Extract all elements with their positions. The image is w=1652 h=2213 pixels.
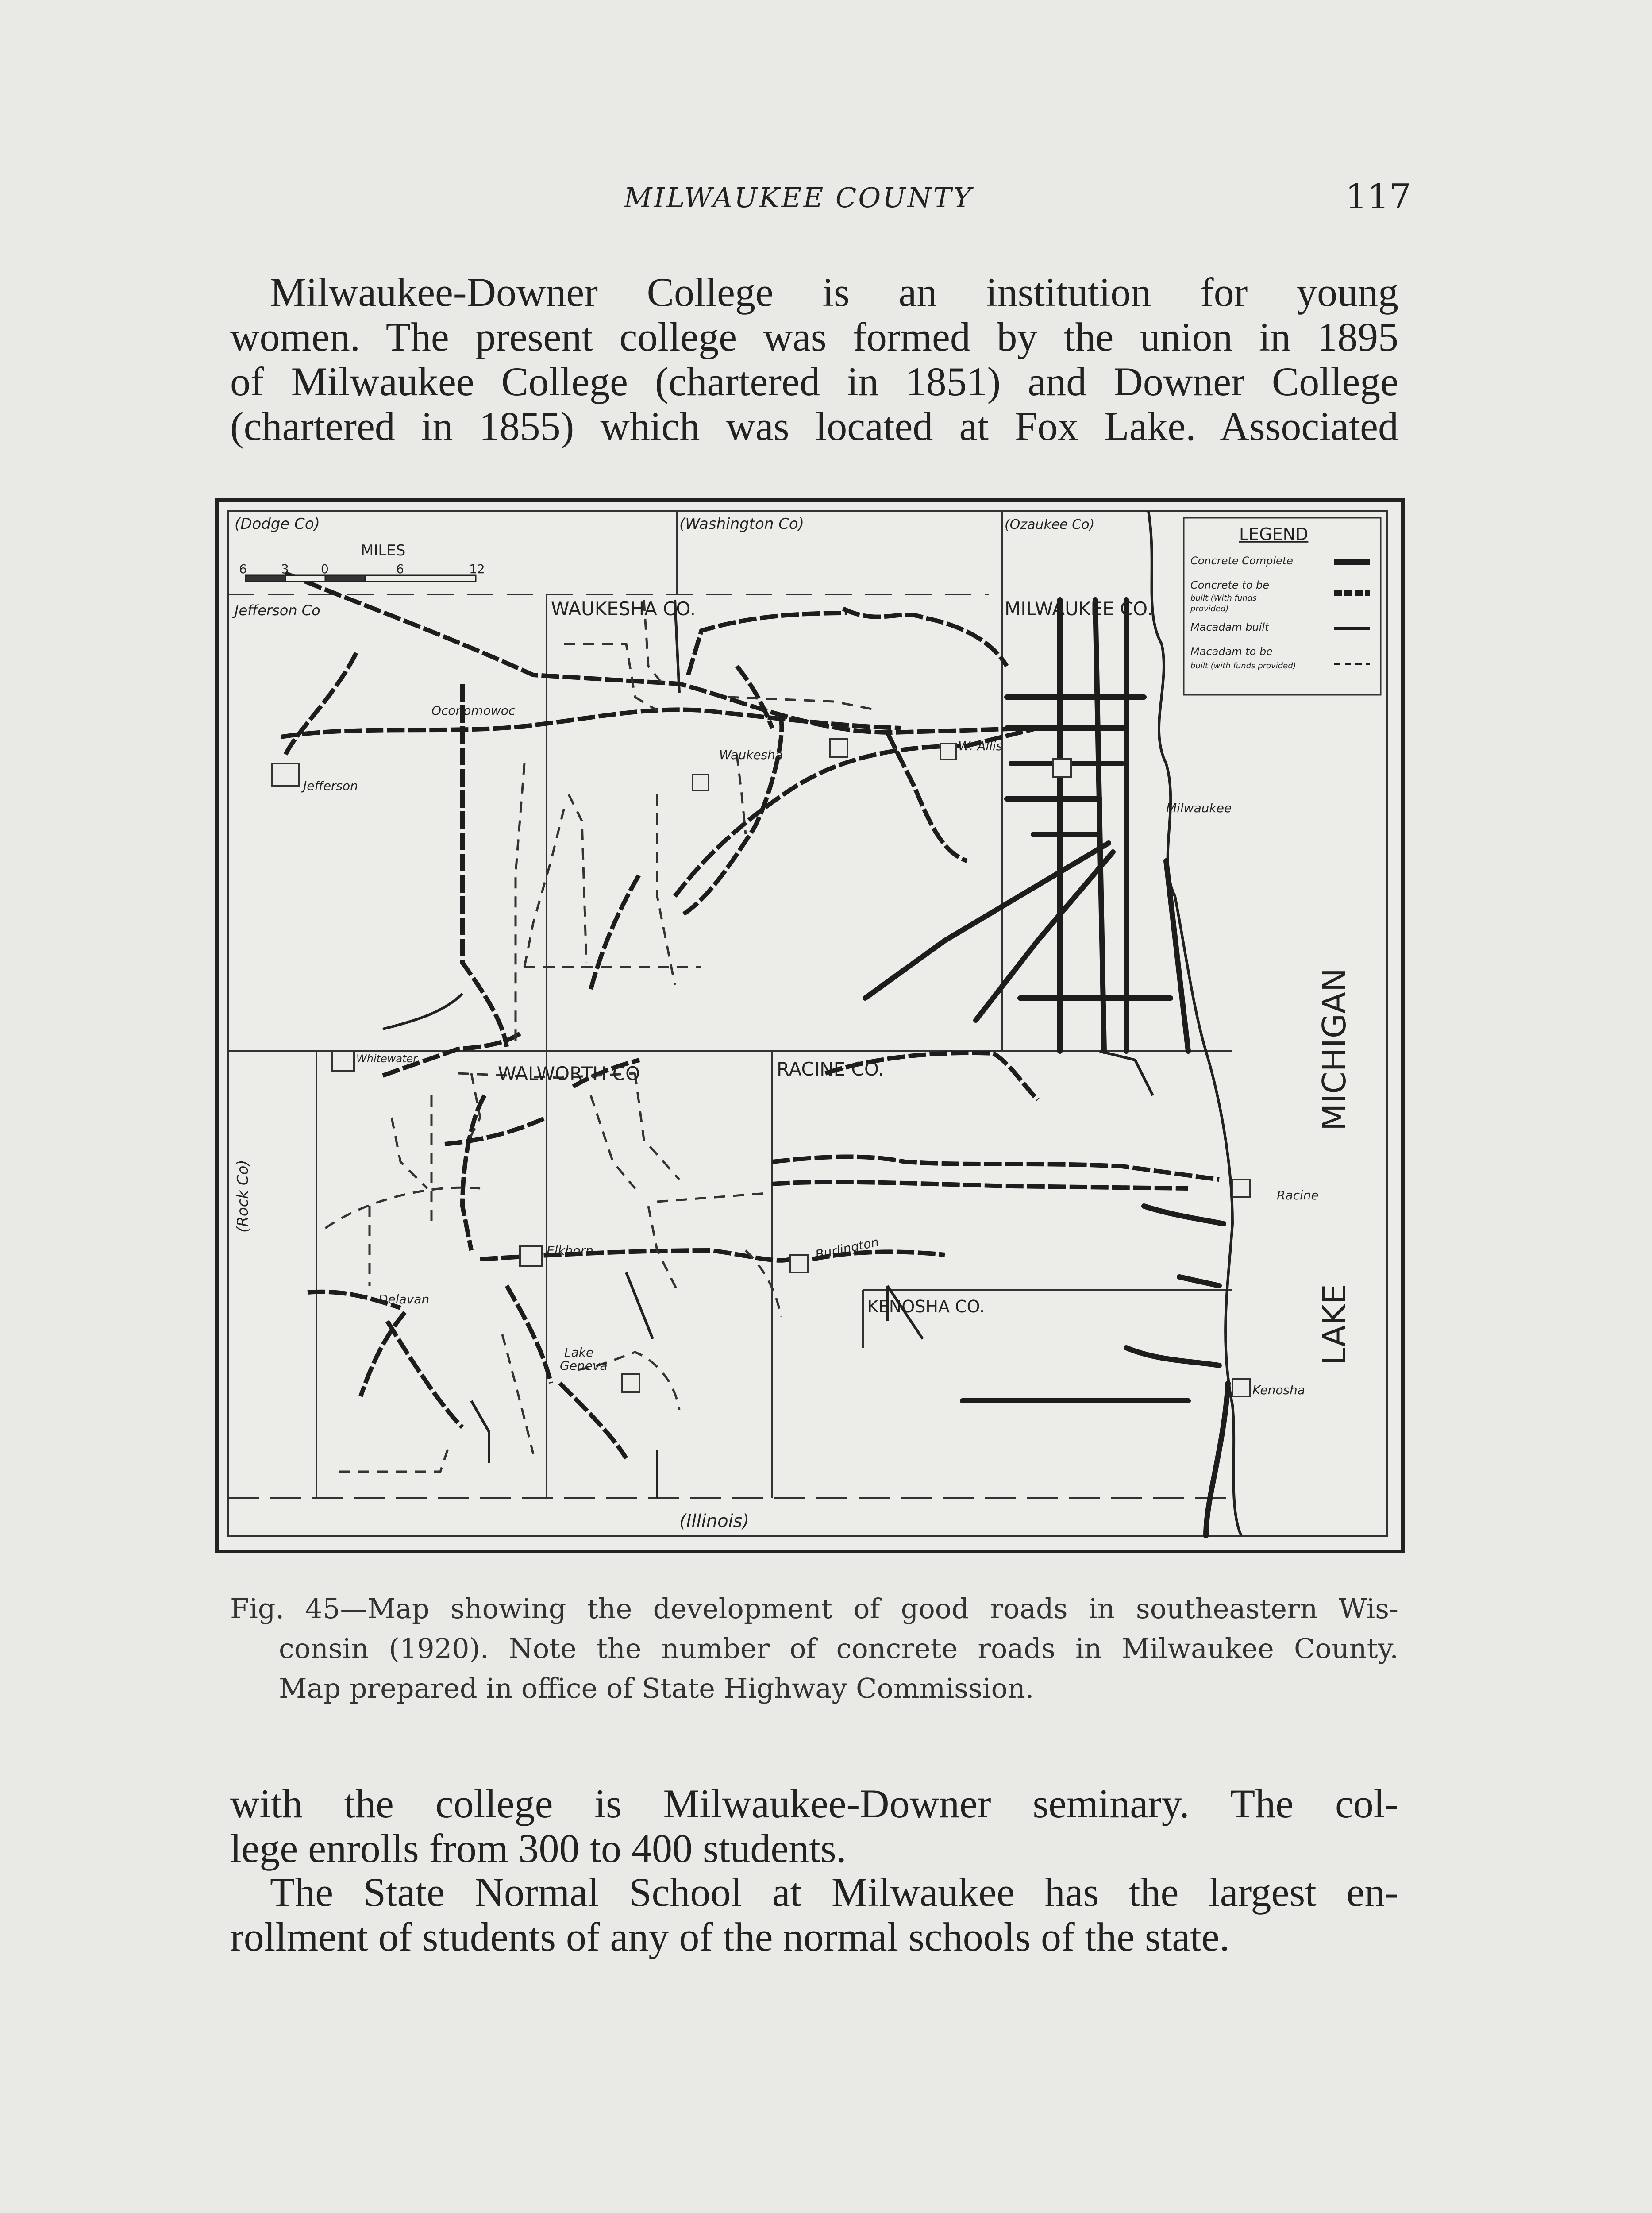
legend-item-sublabel: built (with funds provided) (1190, 661, 1296, 671)
text-line: (chartered in 1855) which was located at Fox Lake. Associated (230, 404, 1398, 449)
road-map (215, 498, 1405, 1554)
legend-item-label: Concrete Complete (1190, 555, 1293, 567)
town-label-lake-geneva-1: Lake (564, 1345, 594, 1360)
scale-tick: 0 (321, 562, 329, 576)
county-label-jefferson: Jefferson Co (235, 602, 320, 619)
county-label-milwaukee: MILWAUKEE CO. (1005, 598, 1153, 620)
town-label-kenosha: Kenosha (1252, 1383, 1305, 1397)
town-label-jefferson: Jefferson (303, 779, 358, 793)
town-label-burlington: Burlington (814, 1234, 880, 1262)
text-line: of Milwaukee College (chartered in 1851) and Downer College (230, 359, 1398, 404)
region-label-illinois: (Illinois) (679, 1511, 750, 1531)
map-legend (1184, 518, 1381, 695)
text-line: The State Normal School at Milwaukee has the largest en- (270, 1870, 1398, 1915)
caption-line: Fig. 45—Map showing the development of good roads in southeastern Wis- (230, 1592, 1398, 1625)
text-line: lege enrolls from 300 to 400 students. (230, 1826, 847, 1871)
text-line: with the college is Milwaukee-Downer seminary. The col- (230, 1781, 1398, 1826)
scale-tick: 6 (239, 562, 247, 576)
text-line: Milwaukee-Downer College is an institution for young (270, 270, 1398, 315)
town-label-racine: Racine (1277, 1188, 1319, 1203)
town-label-elkhorn: Elkhorn (547, 1243, 593, 1258)
town-label-waukesha: Waukesha (719, 748, 783, 762)
legend-item-sublabel: provided) (1190, 604, 1229, 613)
road-map-figure (215, 498, 1405, 1554)
town-label-oconomowoc: Oconomowoc (431, 703, 516, 718)
paragraph-2 (230, 1781, 1398, 1871)
legend-title: LEGEND (1239, 524, 1309, 544)
town-label-milwaukee: Milwaukee (1166, 801, 1232, 815)
county-label-racine: RACINE CO. (777, 1058, 884, 1080)
paragraph-3 (230, 1870, 1398, 1959)
text-line: women. The present college was formed by the union in 1895 (230, 314, 1398, 359)
county-label-rock: (Rock Co) (234, 1160, 252, 1233)
legend-item-label: Macadam to be (1190, 645, 1273, 658)
county-label-dodge: (Dodge Co) (235, 515, 320, 533)
town-label-lake-geneva-2: Geneva (560, 1358, 608, 1373)
running-title: MILWAUKEE COUNTY (624, 181, 974, 214)
page-number: 117 (1345, 177, 1411, 217)
county-label-washington: (Washington Co) (679, 515, 804, 533)
county-label-kenosha: KENOSHA CO. (867, 1297, 985, 1316)
county-label-walworth: WALWORTH CO (498, 1063, 640, 1084)
scale-title: MILES (361, 542, 406, 559)
county-label-waukesha: WAUKESHA CO. (551, 598, 696, 620)
water-label-lake: LAKE (1316, 1284, 1353, 1365)
caption-line: Map prepared in office of State Highway Commission. (279, 1672, 1034, 1704)
scale-tick: 6 (396, 562, 404, 576)
town-label-whitewater: Whitewater (356, 1053, 418, 1065)
county-label-ozaukee: (Ozaukee Co) (1005, 517, 1095, 532)
town-label-west-allis: W. Allis (958, 739, 1003, 753)
paragraph-1 (230, 270, 1398, 449)
water-label-michigan: MICHIGAN (1316, 968, 1353, 1131)
map-scale (246, 575, 476, 582)
legend-item-label: Concrete to be (1190, 579, 1270, 591)
caption-line: consin (1920). Note the number of concrete roads in Milwaukee County. (279, 1632, 1398, 1665)
legend-item-sublabel: built (With funds (1190, 594, 1257, 603)
scale-tick: 3 (281, 562, 289, 576)
town-label-delavan: Delavan (378, 1292, 430, 1307)
text-line: rollment of students of any of the normal schools of the state. (230, 1914, 1230, 1959)
page-header (0, 177, 1652, 221)
figure-caption (230, 1589, 1398, 1708)
scale-tick: 12 (469, 562, 485, 576)
legend-item-label: Macadam built (1190, 621, 1269, 633)
